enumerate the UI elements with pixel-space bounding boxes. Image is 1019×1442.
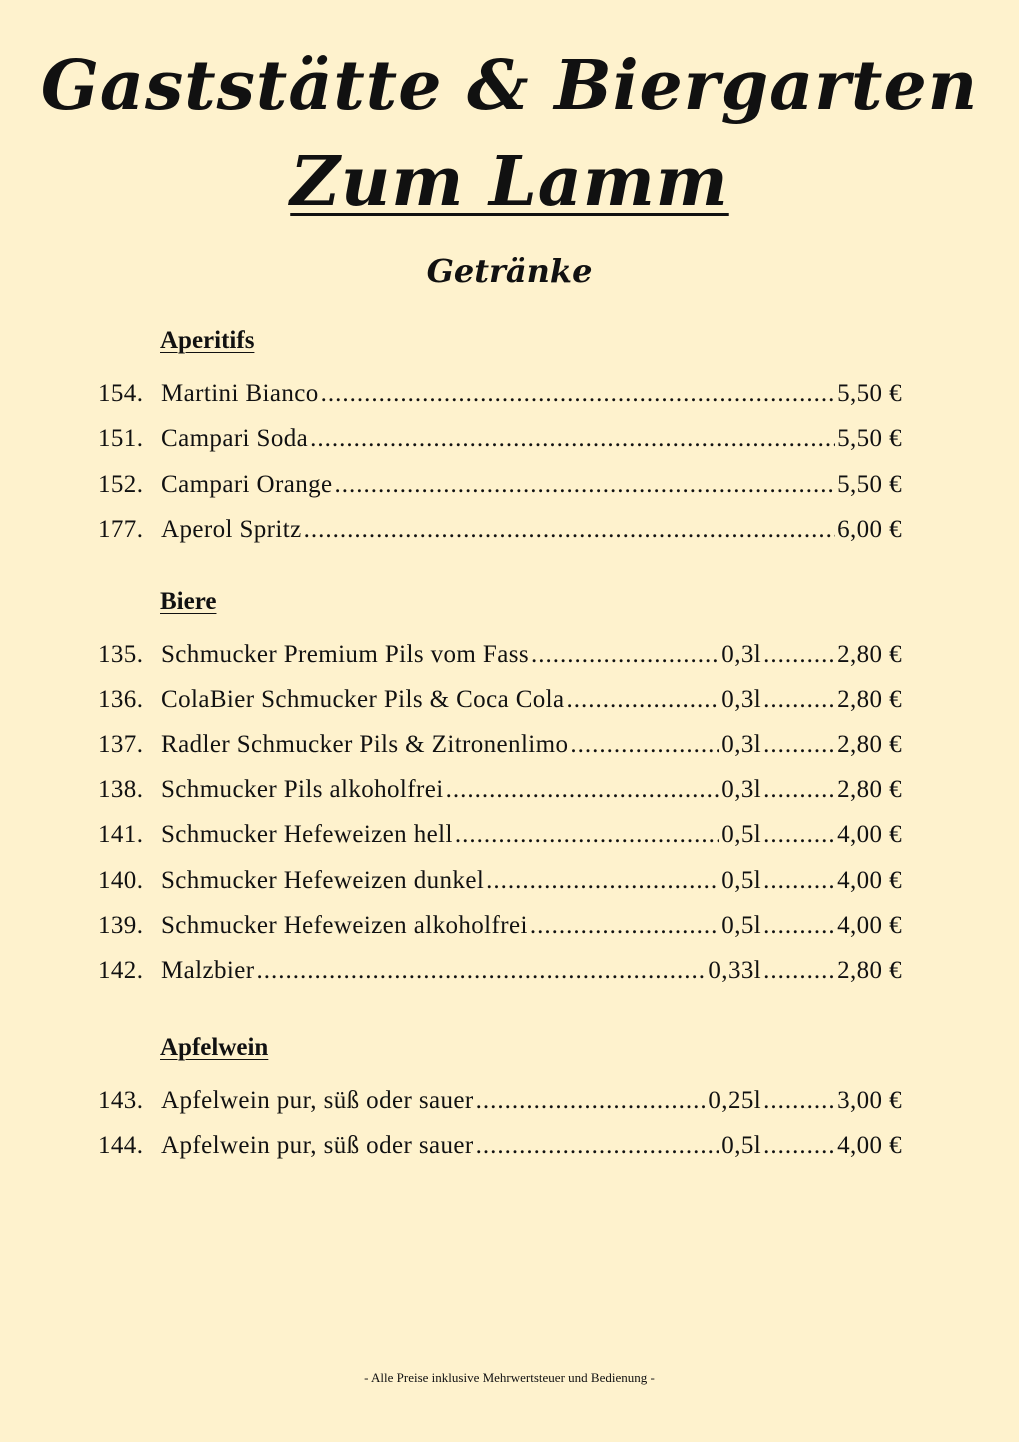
item-number: 142. (98, 957, 144, 984)
menu-item (98, 821, 902, 853)
dot-leader (531, 641, 719, 669)
dot-leader (476, 1087, 707, 1115)
dot-leader (763, 912, 835, 940)
item-price: 2,80 € (837, 776, 902, 803)
item-price: 5,50 € (837, 380, 902, 407)
item-number: 137. (98, 731, 144, 758)
section-heading-aperitifs: Aperitifs (160, 327, 255, 354)
item-number: 143. (98, 1087, 144, 1114)
item-price: 2,80 € (837, 731, 902, 758)
dot-leader (321, 380, 835, 408)
item-price: 4,00 € (837, 1132, 902, 1159)
price-disclaimer: - Alle Preise inklusive Mehrwertsteuer und Bedienung - (364, 1370, 655, 1385)
dot-leader (763, 957, 835, 985)
menu-item (98, 516, 902, 548)
restaurant-subname (0, 142, 1019, 222)
dot-leader (530, 912, 719, 940)
item-number: 152. (98, 471, 144, 498)
item-number: 154. (98, 380, 144, 407)
dot-leader (763, 1087, 835, 1115)
item-volume: 0,3l (721, 776, 762, 803)
dot-leader (763, 1132, 835, 1160)
item-price: 2,80 € (837, 641, 902, 668)
dot-leader (567, 686, 720, 714)
item-price: 5,50 € (837, 425, 902, 452)
item-name: ColaBier Schmucker Pils & Coca Cola (161, 686, 565, 713)
menu-item (98, 471, 902, 503)
item-volume: 0,3l (721, 731, 762, 758)
item-volume: 0,3l (721, 641, 762, 668)
item-volume: 0,5l (721, 821, 762, 848)
item-name: Apfelwein pur, süß oder sauer (161, 1132, 474, 1159)
menu-item (98, 912, 902, 944)
item-price: 4,00 € (837, 821, 902, 848)
dot-leader (763, 641, 835, 669)
dot-leader (310, 425, 835, 453)
dot-leader (763, 686, 835, 714)
dot-leader (570, 731, 719, 759)
item-volume: 0,5l (721, 912, 762, 939)
menu-item (98, 641, 902, 673)
menu-item (98, 731, 902, 763)
item-number: 144. (98, 1132, 144, 1159)
item-name: Malzbier (161, 957, 255, 984)
item-name: Schmucker Premium Pils vom Fass (161, 641, 529, 668)
item-volume: 0,5l (721, 867, 762, 894)
item-number: 151. (98, 425, 144, 452)
item-name: Schmucker Hefeweizen dunkel (161, 867, 485, 894)
item-name: Campari Soda (161, 425, 309, 452)
item-price: 2,80 € (837, 957, 902, 984)
menu-item (98, 686, 902, 718)
item-price: 3,00 € (837, 1087, 902, 1114)
restaurant-name: Gaststätte & Biergarten (40, 46, 979, 126)
section-heading-apfelwein: Apfelwein (160, 1034, 269, 1061)
menu-item (98, 867, 902, 899)
item-name: Schmucker Hefeweizen hell (161, 821, 453, 848)
dot-leader (486, 867, 719, 895)
item-price: 4,00 € (837, 912, 902, 939)
menu-item (98, 1087, 902, 1119)
item-price: 2,80 € (837, 686, 902, 713)
item-price: 6,00 € (837, 516, 902, 543)
item-volume: 0,33l (708, 957, 762, 984)
item-number: 141. (98, 821, 144, 848)
item-name: Aperol Spritz (161, 516, 302, 543)
dot-leader (476, 1132, 720, 1160)
item-volume: 0,3l (721, 686, 762, 713)
item-name: Campari Orange (161, 471, 333, 498)
item-name: Apfelwein pur, süß oder sauer (161, 1087, 474, 1114)
menu-item (98, 1132, 902, 1164)
item-number: 140. (98, 867, 144, 894)
restaurant-subname-text: Zum Lamm (290, 142, 729, 222)
menu-item (98, 380, 902, 412)
item-name: Martini Bianco (161, 380, 319, 407)
item-number: 135. (98, 641, 144, 668)
item-name: Radler Schmucker Pils & Zitronenlimo (161, 731, 569, 758)
dot-leader (763, 731, 835, 759)
item-volume: 0,5l (721, 1132, 762, 1159)
dot-leader (256, 957, 706, 985)
dot-leader (763, 821, 835, 849)
item-number: 139. (98, 912, 144, 939)
menu-item (98, 425, 902, 457)
section-heading-biere: Biere (160, 588, 217, 615)
menu-item (98, 957, 902, 989)
item-volume: 0,25l (708, 1087, 762, 1114)
menu-item (98, 776, 902, 808)
item-name: Schmucker Hefeweizen alkoholfrei (161, 912, 528, 939)
dot-leader (304, 516, 836, 544)
item-price: 5,50 € (837, 471, 902, 498)
item-price: 4,00 € (837, 867, 902, 894)
dot-leader (763, 776, 835, 804)
item-name: Schmucker Pils alkoholfrei (161, 776, 444, 803)
menu-category-title: Getränke (426, 252, 593, 290)
dot-leader (335, 471, 836, 499)
item-number: 177. (98, 516, 144, 543)
dot-leader (446, 776, 720, 804)
item-number: 136. (98, 686, 144, 713)
dot-leader (763, 867, 835, 895)
dot-leader (455, 821, 719, 849)
item-number: 138. (98, 776, 144, 803)
